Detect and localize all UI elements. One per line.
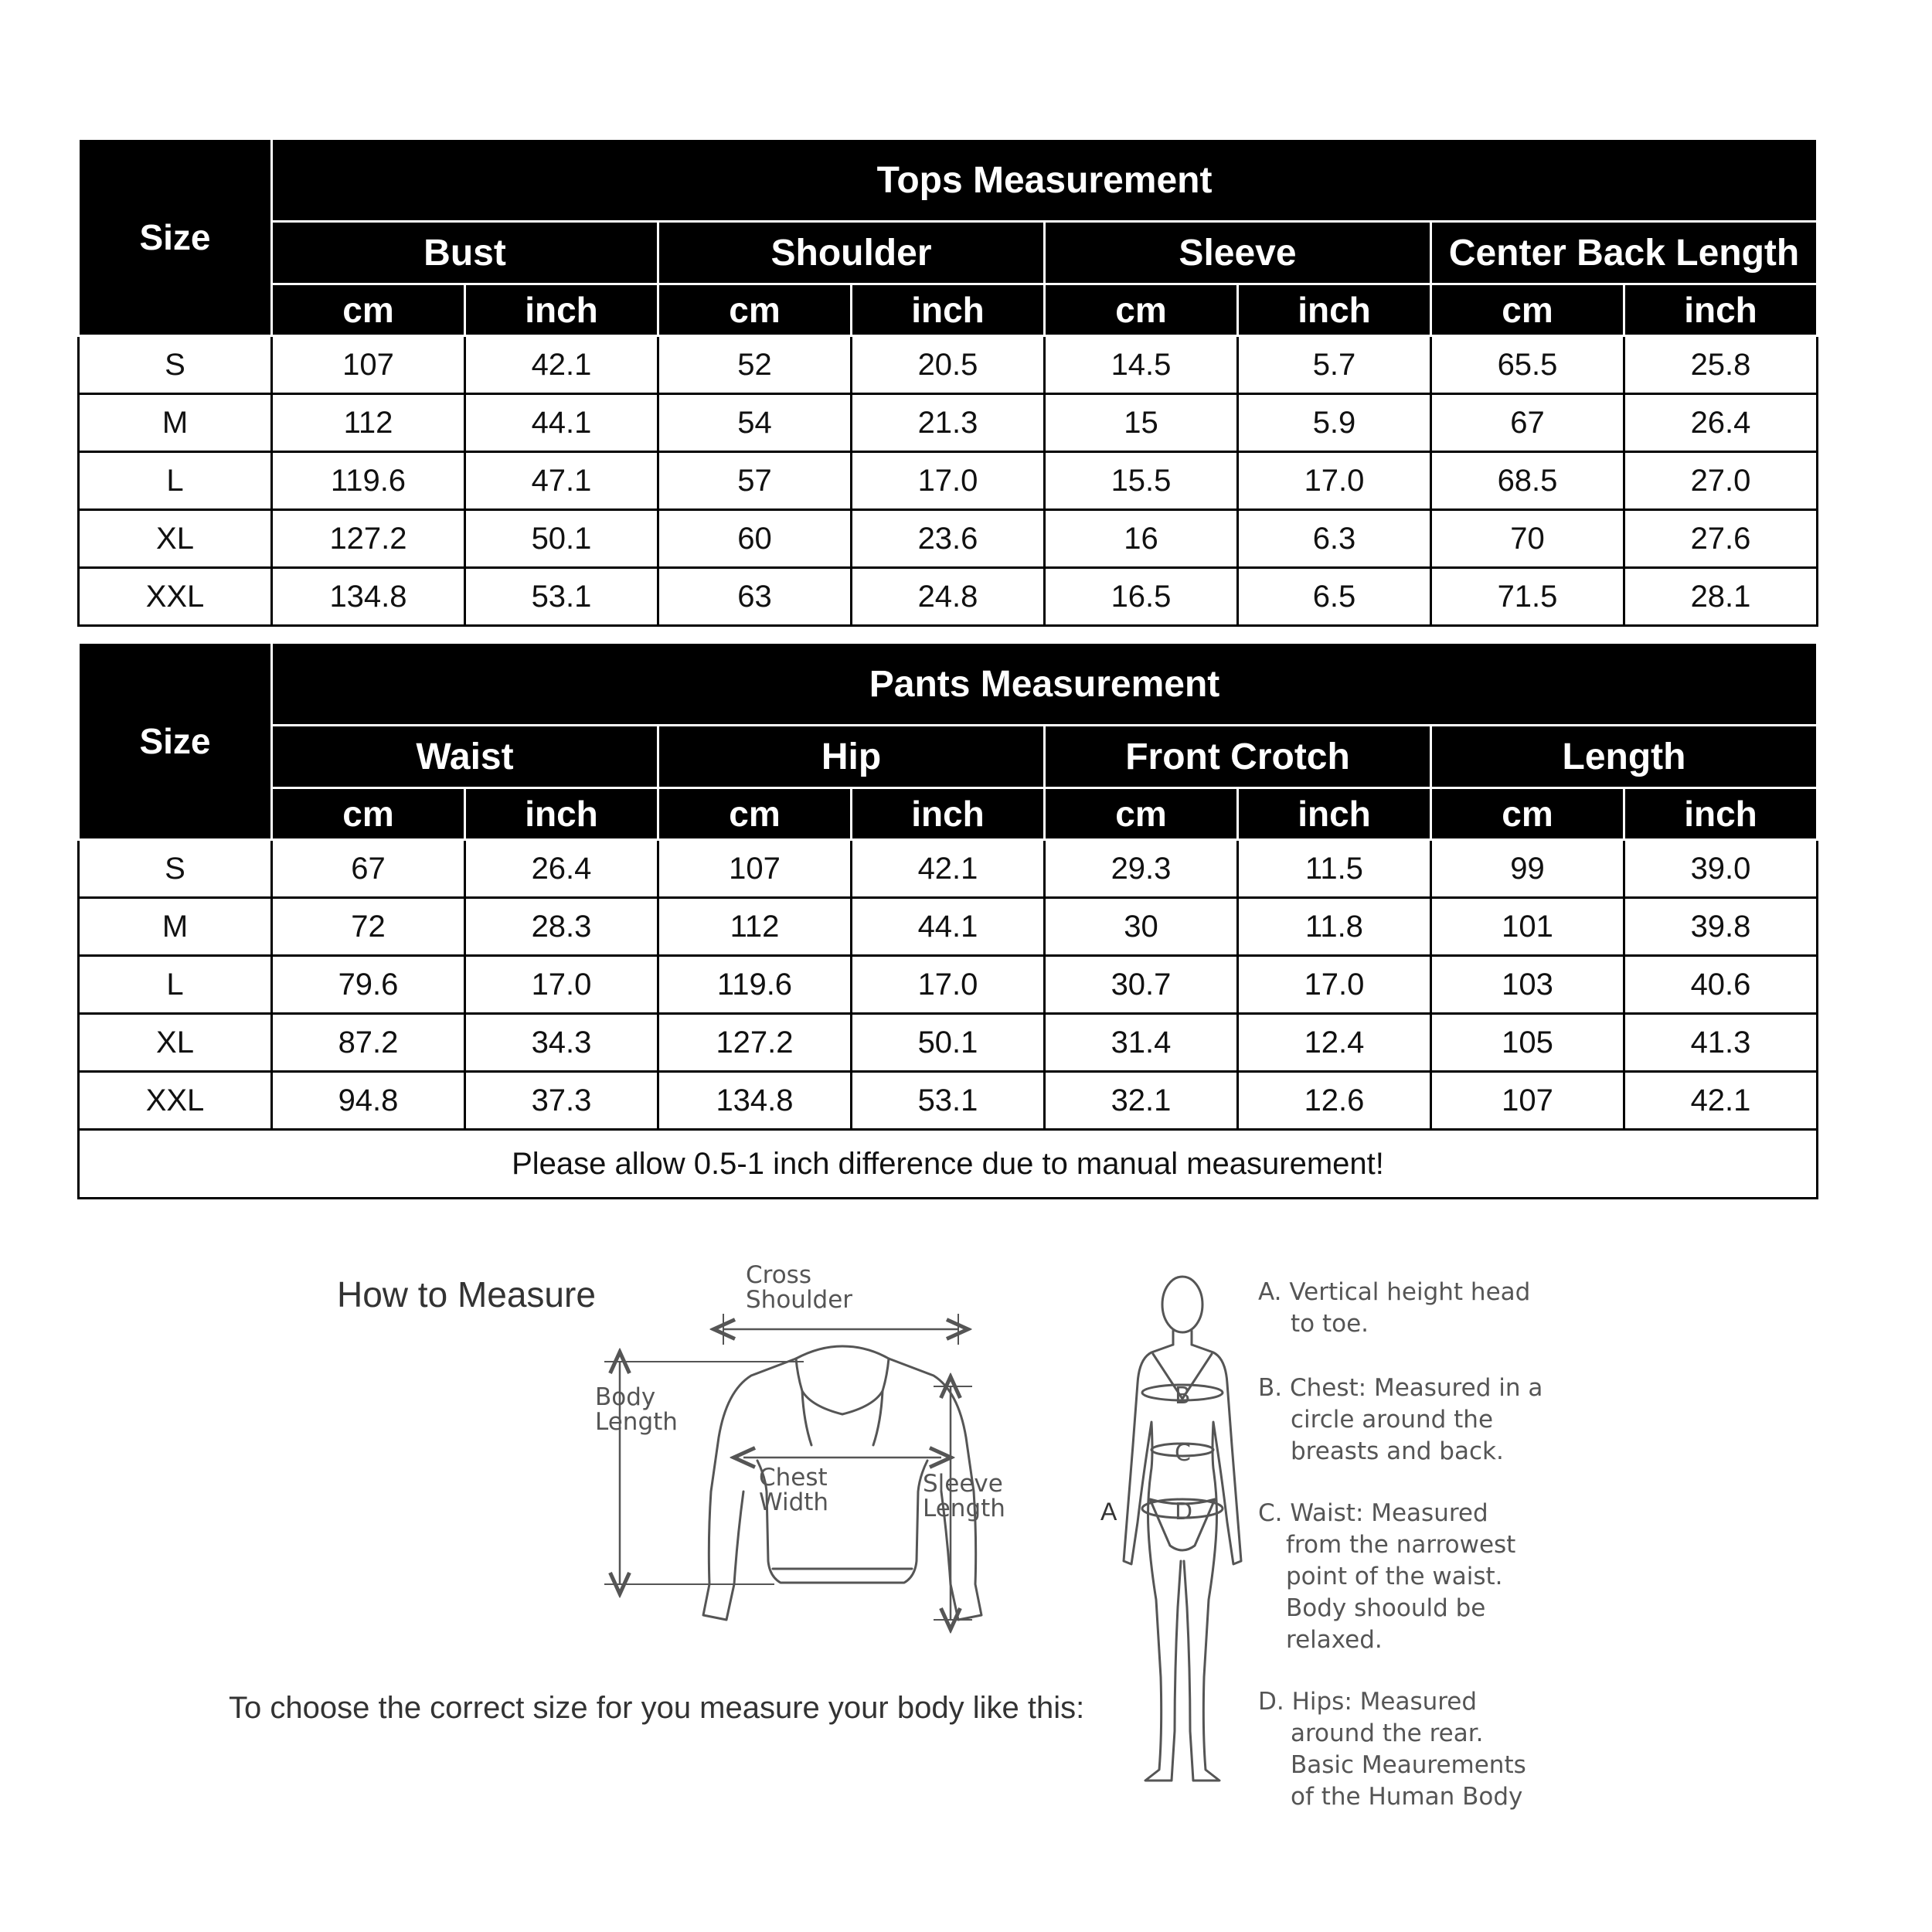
group-header-center-back-length: Center Back Length [1431, 222, 1818, 284]
pants-size-table [77, 641, 1818, 1199]
size-cell: XL [79, 510, 272, 568]
size-column-header: Size [79, 643, 272, 840]
size-cell: XL [79, 1014, 272, 1072]
value-cell: 112 [272, 394, 465, 452]
value-cell: 103 [1431, 956, 1624, 1014]
value-cell: 26.4 [465, 840, 658, 898]
definition-line: A. Vertical height head [1258, 1278, 1531, 1306]
value-cell: 39.8 [1624, 898, 1818, 956]
group-header-sleeve: Sleeve [1045, 222, 1431, 284]
value-cell: 63 [658, 568, 852, 626]
shirt-neckline [796, 1346, 889, 1359]
value-cell: 134.8 [272, 568, 465, 626]
value-cell: 119.6 [658, 956, 852, 1014]
value-cell: 105 [1431, 1014, 1624, 1072]
size-cell: M [79, 394, 272, 452]
chest-width-label: Width [759, 1488, 829, 1516]
value-cell: 54 [658, 394, 852, 452]
body-length-label: Length [595, 1408, 678, 1436]
value-cell: 50.1 [465, 510, 658, 568]
definition-line: relaxed. [1286, 1626, 1383, 1654]
value-cell: 71.5 [1431, 568, 1624, 626]
group-header-hip: Hip [658, 726, 1045, 788]
value-cell: 134.8 [658, 1072, 852, 1130]
value-cell: 107 [658, 840, 852, 898]
value-cell: 70 [1431, 510, 1624, 568]
value-cell: 11.8 [1238, 898, 1431, 956]
table-row [79, 956, 1818, 1014]
value-cell: 15 [1045, 394, 1238, 452]
value-cell: 37.3 [465, 1072, 658, 1130]
value-cell: 42.1 [852, 840, 1045, 898]
value-cell: 25.8 [1624, 336, 1818, 394]
unit-header: cm [1431, 788, 1624, 840]
value-cell: 53.1 [852, 1072, 1045, 1130]
definition-line: Basic Meaurements [1291, 1751, 1526, 1779]
definition-line: D. Hips: Measured [1258, 1688, 1478, 1716]
table-row [79, 840, 1818, 898]
definition-line: B. Chest: Measured in a [1258, 1374, 1543, 1402]
definition-waist [1258, 1498, 1515, 1656]
value-cell: 60 [658, 510, 852, 568]
body-head [1162, 1277, 1202, 1332]
value-cell: 14.5 [1045, 336, 1238, 394]
value-cell: 5.7 [1238, 336, 1431, 394]
value-cell: 17.0 [1238, 956, 1431, 1014]
table-row [79, 394, 1818, 452]
body-letter-c: C [1175, 1440, 1191, 1467]
body-outline-left [1124, 1345, 1181, 1781]
definition-line: Body shoould be [1286, 1594, 1486, 1622]
value-cell: 27.6 [1624, 510, 1818, 568]
shirt-measure-diagram [572, 1260, 1051, 1662]
group-header-waist: Waist [272, 726, 658, 788]
value-cell: 99 [1431, 840, 1624, 898]
size-cell: XXL [79, 568, 272, 626]
measurement-note: Please allow 0.5-1 inch difference due to manual measurement! [79, 1130, 1818, 1199]
tops-size-table [77, 138, 1818, 627]
unit-header: inch [1624, 284, 1818, 336]
value-cell: 107 [272, 336, 465, 394]
value-cell: 17.0 [1238, 452, 1431, 510]
value-cell: 57 [658, 452, 852, 510]
chest-width-label: Chest [759, 1464, 828, 1492]
value-cell: 24.8 [852, 568, 1045, 626]
table-row [79, 336, 1818, 394]
group-header-bust: Bust [272, 222, 658, 284]
value-cell: 44.1 [465, 394, 658, 452]
definition-line: C. Waist: Measured [1258, 1499, 1488, 1527]
size-cell: L [79, 452, 272, 510]
table-row [79, 452, 1818, 510]
value-cell: 40.6 [1624, 956, 1818, 1014]
value-cell: 119.6 [272, 452, 465, 510]
body-measure-diagram [1097, 1267, 1267, 1808]
shirt-inner-line [802, 1391, 883, 1445]
value-cell: 5.9 [1238, 394, 1431, 452]
choose-size-instruction: To choose the correct size for you measure your body like this: [229, 1691, 1085, 1725]
value-cell: 65.5 [1431, 336, 1624, 394]
value-cell: 67 [272, 840, 465, 898]
table-row [79, 1014, 1818, 1072]
value-cell: 23.6 [852, 510, 1045, 568]
note-row [79, 1130, 1818, 1199]
size-cell: L [79, 956, 272, 1014]
value-cell: 127.2 [272, 510, 465, 568]
group-header-length: Length [1431, 726, 1818, 788]
body-letter-d: D [1175, 1498, 1193, 1526]
value-cell: 50.1 [852, 1014, 1045, 1072]
unit-header: cm [1045, 284, 1238, 336]
definition-line: point of the waist. [1286, 1563, 1503, 1590]
group-header-front-crotch: Front Crotch [1045, 726, 1431, 788]
value-cell: 127.2 [658, 1014, 852, 1072]
value-cell: 17.0 [852, 956, 1045, 1014]
value-cell: 32.1 [1045, 1072, 1238, 1130]
value-cell: 16 [1045, 510, 1238, 568]
unit-header: inch [1624, 788, 1818, 840]
table-row [79, 1072, 1818, 1130]
unit-header: inch [1238, 284, 1431, 336]
unit-header: cm [272, 788, 465, 840]
tops-table-title: Tops Measurement [272, 139, 1818, 222]
definition-line: from the narrowest [1286, 1531, 1516, 1559]
cross-shoulder-label: Shoulder [746, 1286, 853, 1314]
definition-chest [1258, 1372, 1543, 1468]
table-row [79, 898, 1818, 956]
value-cell: 87.2 [272, 1014, 465, 1072]
value-cell: 16.5 [1045, 568, 1238, 626]
size-cell: M [79, 898, 272, 956]
pants-table-title: Pants Measurement [272, 643, 1818, 726]
value-cell: 17.0 [852, 452, 1045, 510]
how-to-measure-title: How to Measure [337, 1274, 596, 1315]
value-cell: 42.1 [1624, 1072, 1818, 1130]
value-cell: 27.0 [1624, 452, 1818, 510]
unit-header: inch [852, 788, 1045, 840]
definition-line: of the Human Body [1291, 1783, 1523, 1811]
value-cell: 28.3 [465, 898, 658, 956]
unit-header: inch [852, 284, 1045, 336]
value-cell: 30.7 [1045, 956, 1238, 1014]
value-cell: 20.5 [852, 336, 1045, 394]
size-column-header: Size [79, 139, 272, 336]
table-row [79, 568, 1818, 626]
group-header-shoulder: Shoulder [658, 222, 1045, 284]
definition-line: around the rear. [1291, 1719, 1484, 1747]
sleeve-length-label: Length [923, 1495, 1005, 1522]
value-cell: 28.1 [1624, 568, 1818, 626]
value-cell: 94.8 [272, 1072, 465, 1130]
value-cell: 12.4 [1238, 1014, 1431, 1072]
value-cell: 68.5 [1431, 452, 1624, 510]
value-cell: 31.4 [1045, 1014, 1238, 1072]
value-cell: 42.1 [465, 336, 658, 394]
body-letter-b: B [1175, 1383, 1191, 1410]
value-cell: 34.3 [465, 1014, 658, 1072]
size-cell: S [79, 336, 272, 394]
definition-line: to toe. [1291, 1310, 1369, 1338]
value-cell: 17.0 [465, 956, 658, 1014]
unit-header: cm [658, 788, 852, 840]
value-cell: 107 [1431, 1072, 1624, 1130]
unit-header: cm [1045, 788, 1238, 840]
value-cell: 67 [1431, 394, 1624, 452]
definition-line: breasts and back. [1291, 1437, 1504, 1465]
unit-header: inch [465, 284, 658, 336]
value-cell: 112 [658, 898, 852, 956]
value-cell: 26.4 [1624, 394, 1818, 452]
size-cell: XXL [79, 1072, 272, 1130]
value-cell: 44.1 [852, 898, 1045, 956]
definition-height [1258, 1277, 1530, 1340]
size-cell: S [79, 840, 272, 898]
value-cell: 101 [1431, 898, 1624, 956]
body-length-label: Body [595, 1383, 656, 1411]
value-cell: 39.0 [1624, 840, 1818, 898]
definition-hips [1258, 1686, 1526, 1813]
value-cell: 15.5 [1045, 452, 1238, 510]
value-cell: 6.5 [1238, 568, 1431, 626]
value-cell: 41.3 [1624, 1014, 1818, 1072]
value-cell: 29.3 [1045, 840, 1238, 898]
unit-header: inch [465, 788, 658, 840]
value-cell: 30 [1045, 898, 1238, 956]
value-cell: 47.1 [465, 452, 658, 510]
value-cell: 12.6 [1238, 1072, 1431, 1130]
sleeve-length-label: Sleeve [923, 1470, 1003, 1498]
definition-line: circle around the [1291, 1406, 1494, 1434]
unit-header: cm [272, 284, 465, 336]
cross-shoulder-label: Cross [746, 1261, 811, 1289]
value-cell: 21.3 [852, 394, 1045, 452]
body-letter-a: A [1100, 1498, 1117, 1526]
table-row [79, 510, 1818, 568]
shirt-collar [796, 1359, 889, 1414]
value-cell: 79.6 [272, 956, 465, 1014]
body-outline-right [1184, 1345, 1241, 1781]
value-cell: 11.5 [1238, 840, 1431, 898]
unit-header: cm [658, 284, 852, 336]
unit-header: inch [1238, 788, 1431, 840]
value-cell: 6.3 [1238, 510, 1431, 568]
value-cell: 52 [658, 336, 852, 394]
value-cell: 53.1 [465, 568, 658, 626]
value-cell: 72 [272, 898, 465, 956]
unit-header: cm [1431, 284, 1624, 336]
